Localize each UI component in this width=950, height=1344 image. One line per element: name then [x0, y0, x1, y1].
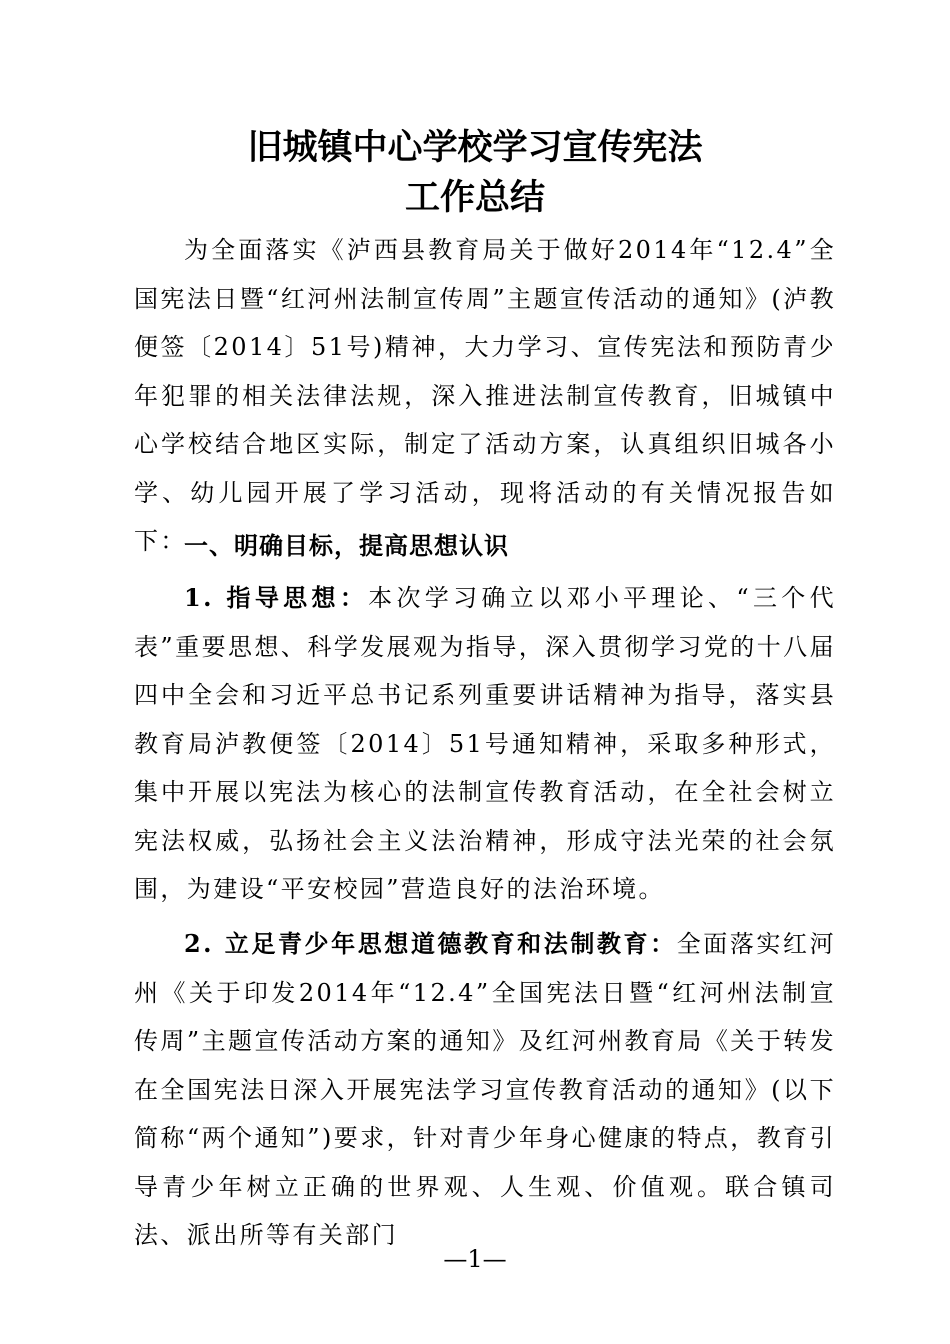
item2-paragraph [134, 920, 836, 1260]
page-number: —1— [443, 1245, 507, 1273]
item1-paragraph [134, 574, 836, 914]
document-title-line2: 工作总结 [404, 177, 545, 218]
item1-body: 本次学习确立以邓小平理论、“三个代表”重要思想、科学发展观为指导，深入贯彻学习党的十八届四中全会和习近平总书记系列重要讲话精神为指导，落实县教育局泸教便签〔2014〕51号通知精神，采取多种形式，集中开展以宪法为核心的法制宣传教育活动，在全社会树立宪法权威，弘扬社会主义法治精神，形成守法光荣的社会氛围，为建设“平安校园”营造良好的法治环境。 [134, 584, 836, 903]
item1-lead: 1. 指导思想： [184, 583, 369, 612]
item2-lead: 2. 立足青少年思想道德教育和法制教育： [184, 929, 677, 958]
intro-paragraph: 为全面落实《泸西县教育局关于做好2014年“12.4”全国宪法日暨“红河州法制宣传周”主题宣传活动的通知》(泸教便签〔2014〕51号)精神，大力学习、宣传宪法和预防青少年犯罪的相关法律法规，深入推进法制宣传教育，旧城镇中心学校结合地区实际，制定了活动方案，认真组织旧城各小学、幼儿园开展了学习活动，现将活动的有关情况报告如下： [134, 236, 836, 555]
item2-body: 全面落实红河州《关于印发2014年“12.4”全国宪法日暨“红河州法制宣传周”主题宣传活动方案的通知》及红河州教育局《关于转发在全国宪法日深入开展宪法学习宣传教育活动的通知》(以下简称“两个通知”)要求，针对青少年身心健康的特点，教育引导青少年树立正确的世界观、人生观、价值观。联合镇司法、派出所等有关部门 [134, 930, 836, 1249]
document-title-line1: 旧城镇中心学校学习宣传宪法 [247, 127, 703, 168]
section1-heading: 一、明确目标，提高思想认识 [184, 531, 509, 560]
